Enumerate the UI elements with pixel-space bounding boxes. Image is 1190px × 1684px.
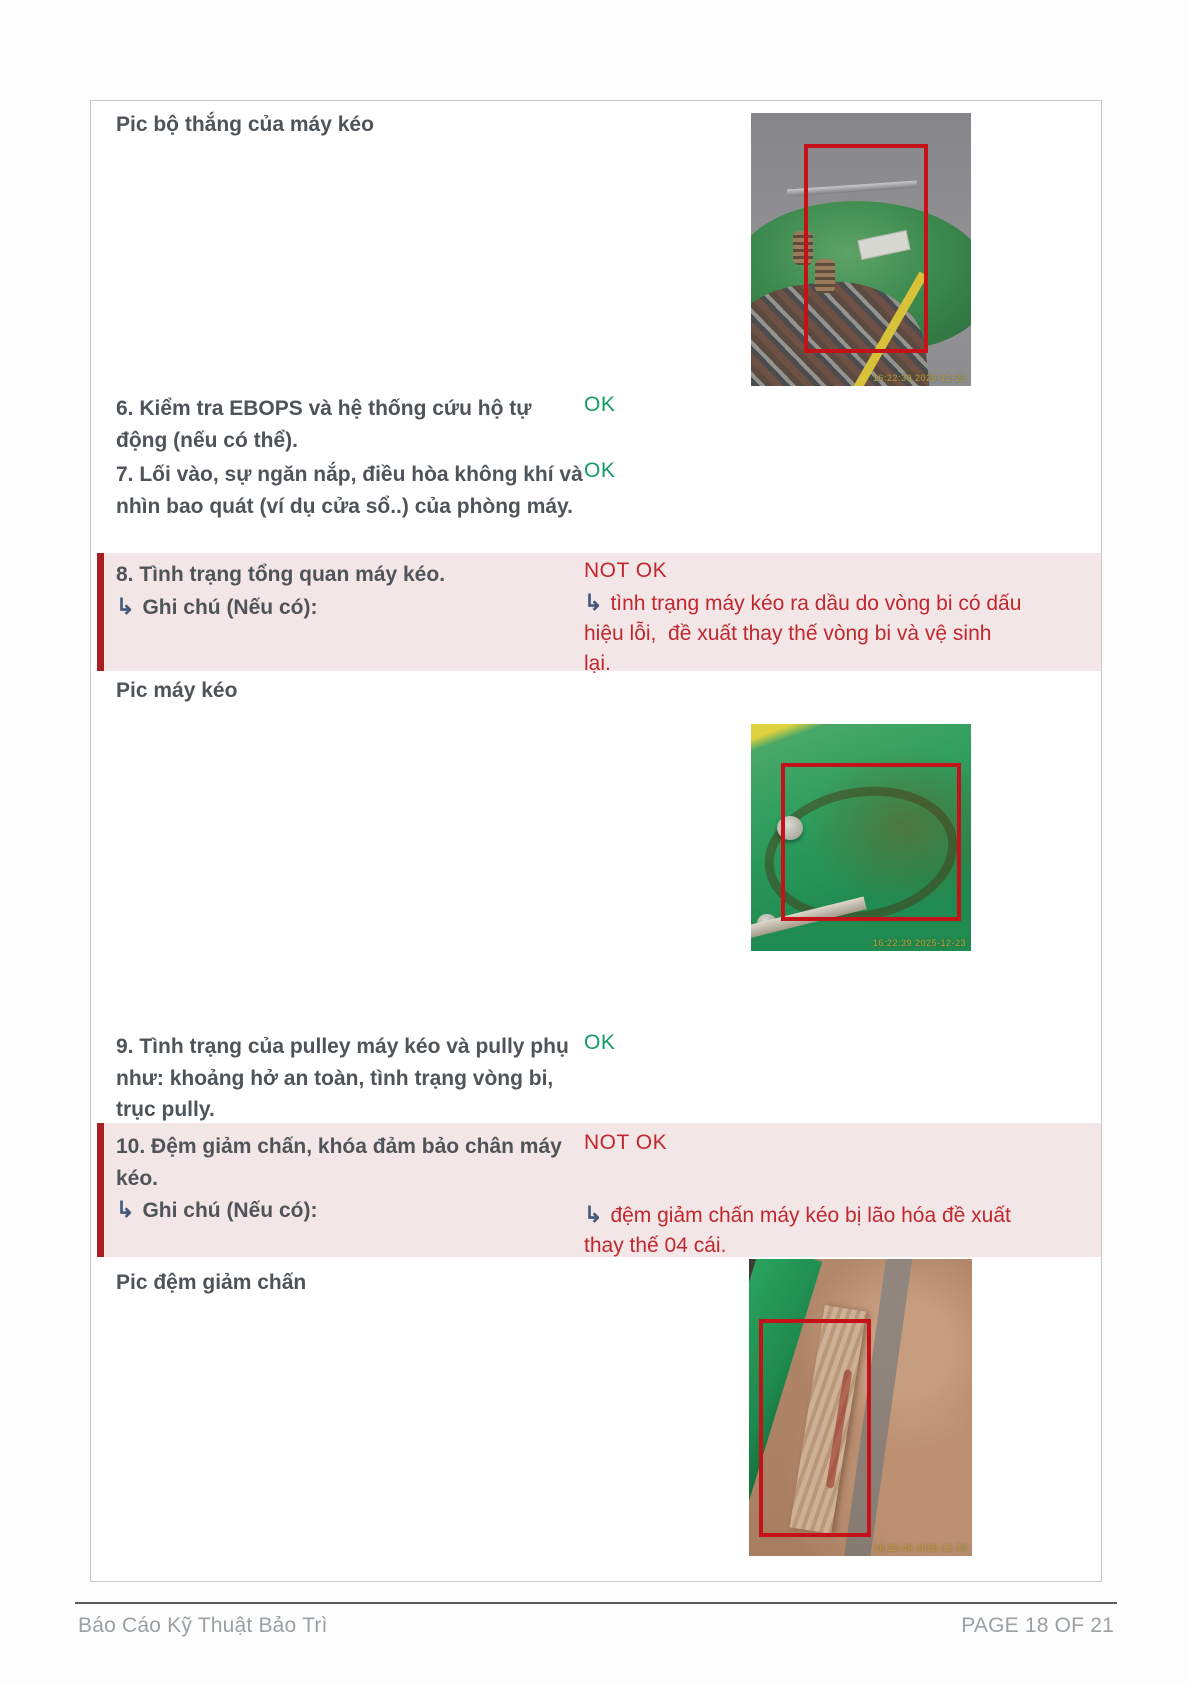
checklist-item-10-highlight bbox=[97, 1123, 1101, 1257]
photo-caption-damper-pad: Pic đệm giảm chấn bbox=[116, 1271, 307, 1294]
checklist-item-8-right bbox=[584, 559, 1028, 678]
note-label: Ghi chú (Nếu có): bbox=[142, 1199, 318, 1222]
photo-brake-assembly bbox=[751, 113, 971, 386]
annotation-box bbox=[804, 144, 928, 353]
report-content-box bbox=[90, 100, 1102, 1582]
footer-divider bbox=[75, 1602, 1117, 1604]
checklist-item-8-highlight bbox=[97, 553, 1101, 675]
status-item-8: NOT OK bbox=[584, 559, 668, 582]
annotation-box bbox=[759, 1319, 871, 1537]
status-item-6: OK bbox=[584, 393, 616, 416]
checklist-item-6: 6. Kiểm tra EBOPS và hệ thống cứu hộ tự động (nếu có thể). bbox=[116, 397, 532, 452]
note-item-10: ↳ đệm giảm chấn máy kéo bị lão hóa đề xuất thay thế 04 cái. bbox=[584, 1202, 1017, 1257]
footer-page-number: PAGE 18 OF 21 bbox=[961, 1614, 1114, 1637]
photo-timestamp: 16:22:46 2025-12-23 bbox=[873, 1543, 967, 1553]
status-item-10: NOT OK bbox=[584, 1131, 668, 1154]
note-arrow-icon: ↳ bbox=[116, 593, 135, 619]
note-label: Ghi chú (Nếu có): bbox=[142, 595, 318, 619]
photo-traction-machine bbox=[751, 724, 971, 951]
checklist-item-8: 8. Tình trạng tổng quan máy kéo. bbox=[116, 563, 446, 586]
photo-damper-pad bbox=[749, 1259, 972, 1556]
note-arrow-icon: ↳ bbox=[584, 590, 603, 615]
note-arrow-icon: ↳ bbox=[116, 1197, 135, 1222]
checklist-item-7: 7. Lối vào, sự ngăn nắp, điều hòa không khí và nhìn bao quát (ví dụ cửa sổ..) của phòng máy. bbox=[116, 463, 583, 518]
checklist-item-8-left bbox=[116, 559, 581, 620]
checklist-item-10: 10. Đệm giảm chấn, khóa đảm bảo chân máy kéo. bbox=[116, 1135, 562, 1190]
status-item-9: OK bbox=[584, 1031, 616, 1054]
photo-timestamp: 16:22:39 2025-12-23 bbox=[872, 938, 966, 948]
note-item-8: ↳ tình trạng máy kéo ra dầu do vòng bi có dấu hiệu lỗi, đề xuất thay thế vòng bi và vệ sinh lại. bbox=[584, 590, 1028, 675]
photo-timestamp: 16:22:39 2025-12-23 bbox=[872, 373, 966, 383]
photo-caption-traction-machine: Pic máy kéo bbox=[116, 679, 238, 702]
status-item-7: OK bbox=[584, 459, 616, 482]
checklist-item-10-left bbox=[116, 1131, 581, 1223]
note-label-row bbox=[116, 1197, 581, 1223]
checklist-item-10-right bbox=[584, 1131, 1022, 1261]
note-label-row bbox=[116, 594, 581, 620]
annotation-box bbox=[781, 763, 961, 921]
footer-report-title: Báo Cáo Kỹ Thuật Bảo Trì bbox=[78, 1614, 328, 1637]
note-arrow-icon: ↳ bbox=[584, 1202, 603, 1227]
checklist-item-9: 9. Tình trạng của pulley máy kéo và pully phụ như: khoảng hở an toàn, tình trạng vòng bi, trục pully. bbox=[116, 1035, 569, 1121]
photo-caption-brake-assembly: Pic bộ thắng của máy kéo bbox=[116, 113, 374, 136]
